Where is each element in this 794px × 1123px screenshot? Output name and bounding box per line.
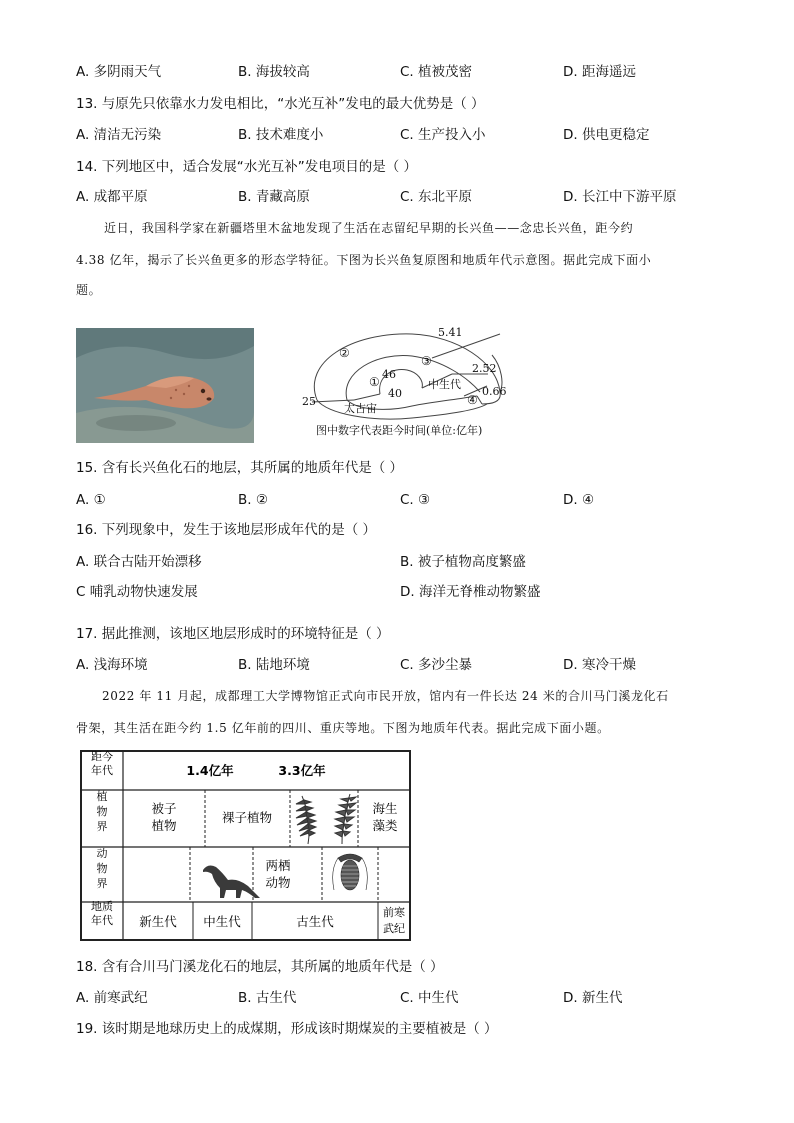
q12-option-a: A. 多阴雨天气 <box>76 64 162 80</box>
algae-label-2: 藻类 <box>372 818 398 833</box>
q14-option-a: A. 成都平原 <box>76 189 148 205</box>
dinosaur-icon <box>203 866 260 898</box>
passage2-line2: 骨架，其生活在距今约 1.5 亿年前的四川、重庆等地。下图为地质年代表。据此完成下面小题。 <box>76 721 610 735</box>
era-mesozoic: 中生代 <box>203 914 241 929</box>
label-252: 2.52 <box>472 362 497 375</box>
q17-option-a: A. 浅海环境 <box>76 657 148 673</box>
label-mesozoic: 中生代 <box>428 378 461 391</box>
passage1-line2: 4.38 亿年，揭示了长兴鱼更多的形态学特征。下图为长兴鱼复原图和地质年代示意图。据此完成下面小 <box>76 253 652 267</box>
q13-stem: 13. 与原先只依靠水力发电相比，“水光互补”发电的最大优势是（ ） <box>76 96 485 112</box>
q13-option-a: A. 清洁无污染 <box>76 127 162 143</box>
angiosperm-label-1: 被子 <box>151 801 177 816</box>
angiosperm-label-2: 植物 <box>151 818 177 833</box>
q15-option-a: A. ① <box>76 492 106 508</box>
label-46: 46 <box>382 368 396 381</box>
label-066: 0.66 <box>482 385 507 398</box>
q17-option-b: B. 陆地环境 <box>238 657 310 673</box>
passage2-line1: 2022 年 11 月起，成都理工大学博物馆正式向市民开放，馆内有一件长达 24 米的合川马门溪龙化石 <box>102 689 669 703</box>
label-archean: 太古宙 <box>344 402 377 415</box>
time-3-3: 3.3亿年 <box>278 763 326 778</box>
trilobite-icon <box>333 854 368 890</box>
q18-option-d: D. 新生代 <box>563 990 623 1006</box>
label-circle-2: ② <box>339 346 350 360</box>
q12-option-d: D. 距海遥远 <box>563 64 636 80</box>
era-precambrian-2: 武纪 <box>383 922 405 935</box>
q13-option-b: B. 技术难度小 <box>238 127 324 143</box>
label-circle-1: ① <box>369 375 380 389</box>
q18-option-a: A. 前寒武纪 <box>76 990 148 1006</box>
q14-option-c: C. 东北平原 <box>400 189 473 205</box>
figure1-caption: 图中数字代表距今时间(单位:亿年) <box>316 424 483 437</box>
passage1-line3: 题。 <box>76 283 102 297</box>
time-1-4: 1.4亿年 <box>186 763 234 778</box>
q14-option-b: B. 青藏高原 <box>238 189 310 205</box>
label-40: 40 <box>388 387 402 400</box>
era-cenozoic: 新生代 <box>139 914 177 929</box>
passage1-line1: 近日，我国科学家在新疆塔里木盆地发现了生活在志留纪早期的长兴鱼——念忠长兴鱼，距今约 <box>104 221 634 235</box>
row-header-era: 地质年代 <box>91 900 113 927</box>
geologic-time-table <box>80 750 412 942</box>
q18-option-b: B. 古生代 <box>238 990 297 1006</box>
q15-option-d: D. ④ <box>563 492 595 508</box>
geologic-spiral-diagram <box>292 322 532 446</box>
era-paleozoic: 古生代 <box>296 914 334 929</box>
q16-stem: 16. 下列现象中，发生于该地层形成年代的是（ ） <box>76 522 377 538</box>
row-header-time: 距今年代 <box>91 750 113 777</box>
q13-option-d: D. 供电更稳定 <box>563 127 650 143</box>
q16-option-d: D. 海洋无脊椎动物繁盛 <box>400 584 541 600</box>
q17-option-c: C. 多沙尘暴 <box>400 657 473 673</box>
label-circle-3: ③ <box>421 354 432 368</box>
algae-label-1: 海生 <box>372 801 398 816</box>
q15-stem: 15. 含有长兴鱼化石的地层，其所属的地质年代是（ ） <box>76 460 404 476</box>
row-header-animal: 动物界 <box>96 847 108 890</box>
q18-stem: 18. 含有合川马门溪龙化石的地层，其所属的地质年代是（ ） <box>76 959 444 975</box>
label-541: 5.41 <box>438 326 463 339</box>
q15-option-c: C. ③ <box>400 492 431 508</box>
era-precambrian-1: 前寒 <box>383 906 405 919</box>
q14-stem: 14. 下列地区中，适合发展“水光互补”发电项目的是（ ） <box>76 159 418 175</box>
q17-stem: 17. 据此推测，该地区地层形成时的环境特征是（ ） <box>76 626 390 642</box>
fern-icon <box>296 796 316 844</box>
amphibian-label-1: 两栖 <box>265 858 291 873</box>
label-25: 25 <box>302 395 316 408</box>
row-header-plant: 植物界 <box>96 790 108 833</box>
q18-option-c: C. 中生代 <box>400 990 459 1006</box>
q16-option-b: B. 被子植物高度繁盛 <box>400 554 526 570</box>
q13-option-c: C. 生产投入小 <box>400 127 486 143</box>
q12-option-b: B. 海拔较高 <box>238 64 310 80</box>
q14-option-d: D. 长江中下游平原 <box>563 189 677 205</box>
q19-stem: 19. 该时期是地球历史上的成煤期，形成该时期煤炭的主要植被是（ ） <box>76 1021 498 1037</box>
q16-option-c: C 哺乳动物快速发展 <box>76 584 198 600</box>
q12-option-c: C. 植被茂密 <box>400 64 473 80</box>
q17-option-d: D. 寒冷干燥 <box>563 657 636 673</box>
fish-reconstruction-image <box>76 328 254 443</box>
q15-option-b: B. ② <box>238 492 268 508</box>
q16-option-a: A. 联合古陆开始漂移 <box>76 554 202 570</box>
fern-icon <box>335 794 356 844</box>
amphibian-label-2: 动物 <box>265 875 291 890</box>
gymnosperm-label: 裸子植物 <box>221 810 273 825</box>
label-circle-4: ④ <box>467 393 478 407</box>
